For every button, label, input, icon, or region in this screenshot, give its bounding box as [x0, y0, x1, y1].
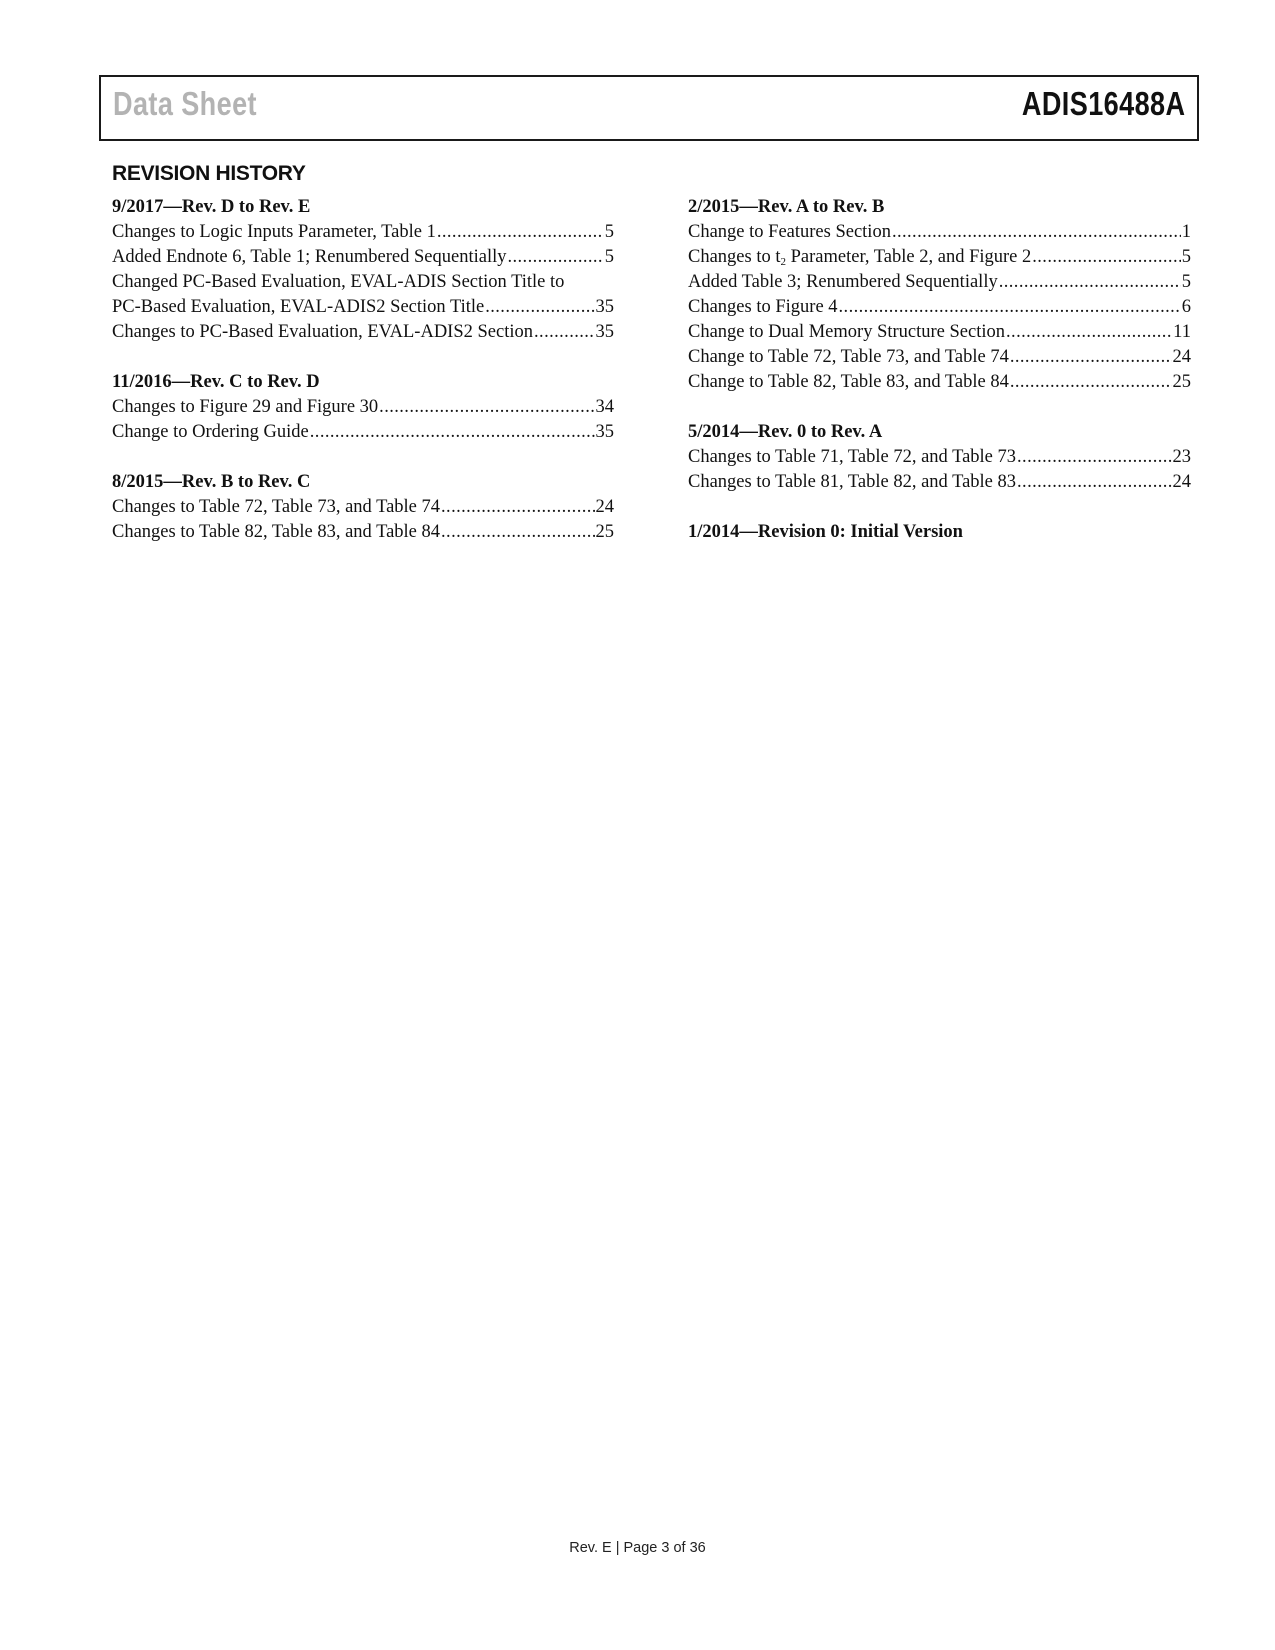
revision-block	[112, 195, 614, 345]
revision-column-left	[112, 195, 614, 570]
revision-entry	[688, 320, 1191, 345]
dot-leader	[379, 395, 594, 420]
dot-leader	[507, 245, 603, 270]
entry-text: PC-Based Evaluation, EVAL-ADIS2 Section Title	[112, 297, 485, 317]
revision-entry	[112, 395, 614, 420]
entry-page: 24	[595, 497, 614, 517]
dot-leader	[1010, 345, 1172, 370]
dot-leader	[485, 295, 594, 320]
entry-text: Changes to Table 81, Table 82, and Table 83	[688, 472, 1017, 492]
revision-entry	[688, 470, 1191, 495]
revision-column-right	[688, 195, 1191, 570]
revision-entry	[688, 370, 1191, 395]
dot-leader	[1006, 320, 1172, 345]
revision-block	[688, 195, 1191, 395]
revision-block	[688, 420, 1191, 495]
revision-heading: 1/2014—Revision 0: Initial Version	[688, 522, 963, 542]
subscript: 2	[780, 256, 786, 268]
revision-entry	[688, 295, 1191, 320]
entry-text: Changes to Table 82, Table 83, and Table 84	[112, 522, 441, 542]
dot-leader	[441, 495, 594, 520]
section-title: REVISION HISTORY	[112, 162, 306, 185]
dot-leader	[999, 270, 1181, 295]
entry-page: 6	[1181, 297, 1191, 317]
doc-type-label: Data Sheet	[113, 85, 257, 122]
entry-page: 5	[1181, 247, 1191, 267]
entry-page: 25	[595, 522, 614, 542]
revision-entry	[112, 320, 614, 345]
entry-page: 35	[595, 322, 614, 342]
revision-heading: 11/2016—Rev. C to Rev. D	[112, 372, 320, 392]
revision-entry	[688, 345, 1191, 370]
entry-text: Change to Table 82, Table 83, and Table 84	[688, 372, 1009, 392]
revision-entry	[688, 220, 1191, 245]
entry-page: 25	[1172, 372, 1191, 392]
dot-leader	[892, 220, 1181, 245]
entry-text-part: Changes to t	[688, 247, 781, 267]
revision-heading: 8/2015—Rev. B to Rev. C	[112, 472, 311, 492]
dot-leader	[839, 295, 1181, 320]
part-number: ADIS16488A	[1021, 85, 1185, 122]
entry-text: Added Table 3; Renumbered Sequentially	[688, 272, 998, 292]
revision-block	[688, 520, 1191, 545]
revision-entry	[112, 420, 614, 445]
entry-text: Change to Features Section	[688, 222, 891, 242]
entry-text: Added Endnote 6, Table 1; Renumbered Sequentially	[112, 247, 507, 267]
revision-heading: 9/2017—Rev. D to Rev. E	[112, 197, 311, 217]
entry-text: Changes to Figure 4	[688, 297, 838, 317]
revision-entry	[112, 220, 614, 245]
entry-page: 23	[1172, 447, 1191, 467]
entry-page: 1	[1181, 222, 1191, 242]
entry-page: 35	[595, 422, 614, 442]
entry-text: Changes to Logic Inputs Parameter, Table 1	[112, 222, 436, 242]
dot-leader	[1032, 245, 1181, 270]
dot-leader	[1010, 370, 1172, 395]
dot-leader	[534, 320, 594, 345]
dot-leader	[437, 220, 604, 245]
entry-page: 11	[1173, 322, 1191, 342]
revision-entry	[688, 245, 1191, 270]
revision-heading: 5/2014—Rev. 0 to Rev. A	[688, 422, 883, 442]
dot-leader	[1017, 470, 1171, 495]
entry-page: 35	[595, 297, 614, 317]
entry-text: Changes to Table 72, Table 73, and Table 74	[112, 497, 441, 517]
revision-entry	[112, 245, 614, 270]
revision-entry	[112, 295, 614, 320]
entry-page: 34	[595, 397, 614, 417]
entry-page: 5	[1181, 272, 1191, 292]
entry-text: Changes to Table 71, Table 72, and Table 73	[688, 447, 1017, 467]
revision-block	[112, 370, 614, 445]
revision-entry	[112, 495, 614, 520]
entry-page: 24	[1172, 347, 1191, 367]
page-header	[99, 75, 1199, 141]
revision-entry	[112, 520, 614, 545]
dot-leader	[1017, 445, 1171, 470]
page-footer: Rev. E | Page 3 of 36	[569, 1540, 706, 1556]
entry-text: Changes to PC-Based Evaluation, EVAL-ADIS2 Section	[112, 322, 534, 342]
entry-page: 5	[604, 222, 614, 242]
dot-leader	[310, 420, 595, 445]
entry-text: Change to Dual Memory Structure Section	[688, 322, 1006, 342]
revision-heading: 2/2015—Rev. A to Rev. B	[688, 197, 885, 217]
entry-page: 24	[1172, 472, 1191, 492]
entry-text: Change to Table 72, Table 73, and Table 74	[688, 347, 1009, 367]
revision-entry	[688, 445, 1191, 470]
entry-text-lead: Changed PC-Based Evaluation, EVAL-ADIS Section Title to	[112, 272, 565, 292]
revision-block	[112, 470, 614, 545]
entry-text: Change to Ordering Guide	[112, 422, 309, 442]
entry-text-part: Parameter, Table 2, and Figure 2	[786, 247, 1032, 267]
entry-page: 5	[604, 247, 614, 267]
entry-text: Changes to Figure 29 and Figure 30	[112, 397, 379, 417]
dot-leader	[441, 520, 594, 545]
revision-entry	[688, 270, 1191, 295]
